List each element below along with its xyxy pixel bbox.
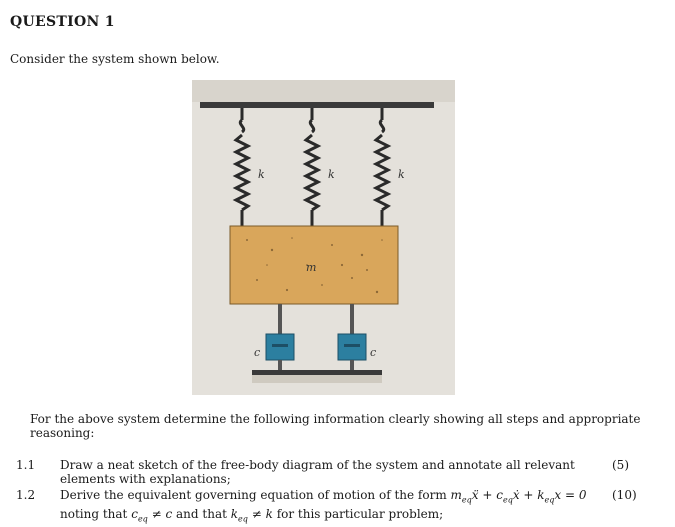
- spring-right: [376, 108, 388, 228]
- intro-text: Consider the system shown below.: [10, 52, 220, 66]
- damper-right-label: c: [370, 346, 377, 359]
- spring-middle-label: k: [328, 168, 335, 181]
- damping-inequality: $c_{eq} \ne c$: [131, 507, 173, 524]
- question-number: 1.2: [16, 488, 36, 502]
- spring-middle: [306, 108, 318, 228]
- question-text-after: for this particular problem;: [276, 507, 444, 522]
- question-text-before: Derive the equivalent governing equation of motion of the form: [60, 488, 447, 502]
- spring-left-label: k: [258, 168, 265, 181]
- spring-right-label: k: [398, 168, 405, 181]
- question-marks: (5): [612, 458, 629, 472]
- ceiling-hatch: [192, 80, 455, 102]
- instruction-text: For the above system determine the following information clearly showing all steps and appropriate reasoning:: [30, 412, 641, 440]
- question-marks: (10): [612, 488, 637, 502]
- floor-hatch: [252, 375, 382, 383]
- damper-left: [266, 304, 294, 370]
- stiffness-inequality: $k_{eq} \ne k$: [230, 507, 273, 524]
- question-number: 1.1: [16, 458, 36, 472]
- floor-bar: [252, 370, 382, 375]
- question-text-mid: noting that: [60, 507, 128, 522]
- question-heading: QUESTION 1: [10, 14, 115, 30]
- equation-of-motion: $m_{eq}ẍ$ + $c_{eq}ẋ + k_{eq}x = 0$: [450, 488, 587, 505]
- spring-left: [236, 108, 248, 228]
- ceiling-bar: [200, 102, 434, 108]
- mass-label: m: [306, 261, 317, 274]
- damper-left-label: c: [254, 346, 261, 359]
- damper-right: [338, 304, 366, 370]
- question-text: [60, 488, 600, 527]
- question-text-and: and that: [176, 507, 227, 522]
- system-diagram: [192, 80, 455, 395]
- question-text: Draw a neat sketch of the free-body diagram of the system and annotate all relevant elements with explanations;: [60, 458, 575, 486]
- mass-spring-damper-figure: [192, 80, 455, 395]
